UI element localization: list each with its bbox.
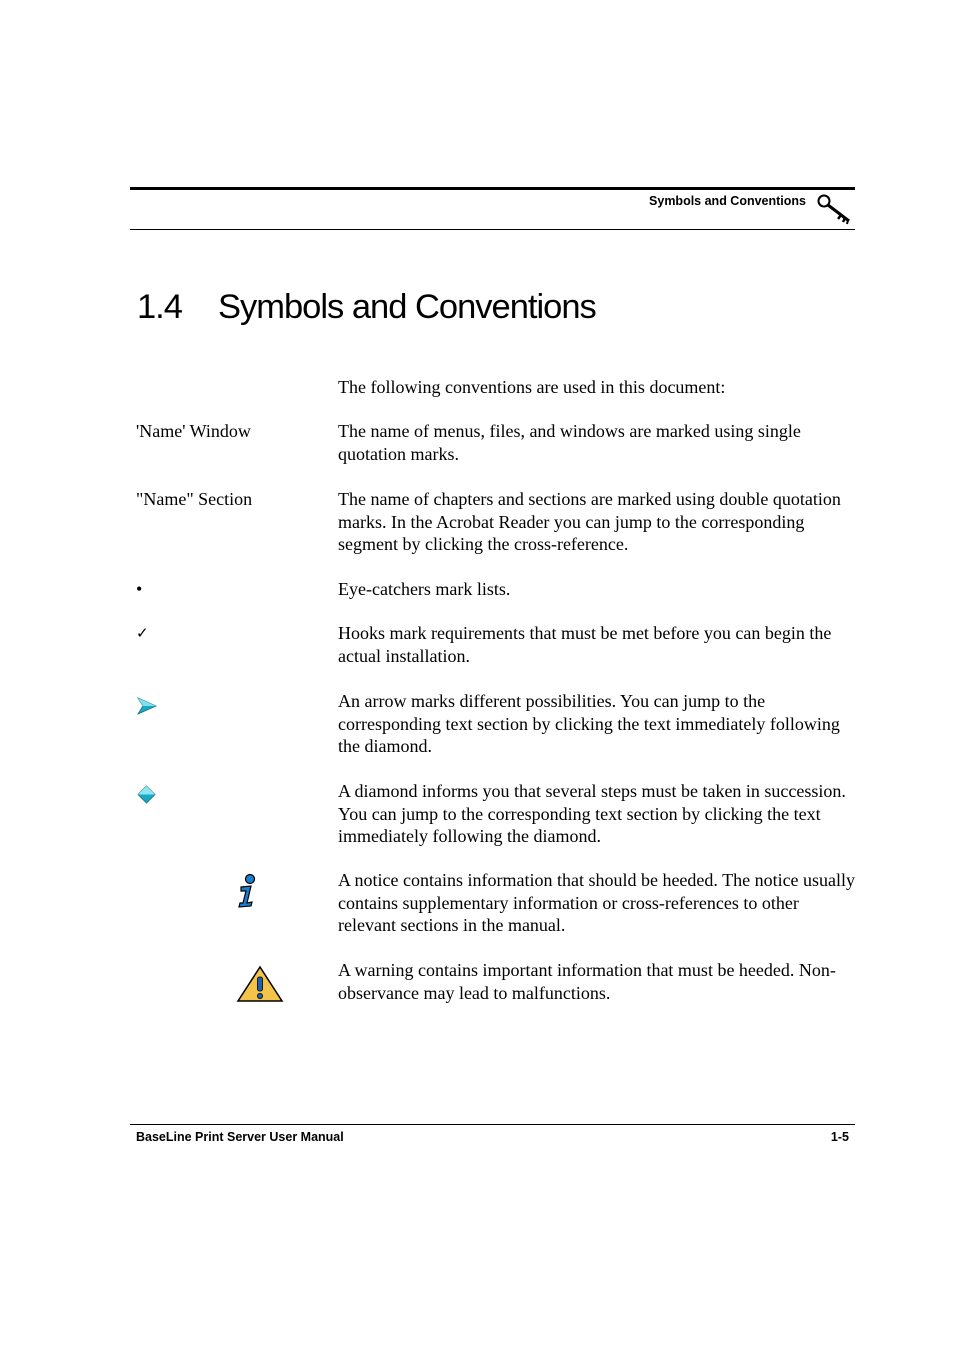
convention-text-check: Hooks mark requirements that must be met before you can begin the actual installation. — [338, 623, 832, 666]
convention-label-section: "Name" Section — [136, 489, 253, 509]
convention-text-warning: A warning contains important information that must be heeded. Non-observance may lead to malfunctions. — [338, 960, 836, 1003]
section-number: 1.4 — [137, 288, 182, 326]
convention-text-bullet: Eye-catchers mark lists. — [338, 579, 511, 599]
convention-text-notice: A notice contains information that should be heeded. The notice usually contains supplementary information or cross-references to other relevant sections in the manual. — [338, 870, 856, 935]
convention-label-window: 'Name' Window — [136, 421, 251, 441]
bullet-symbol: • — [136, 579, 143, 599]
diamond-icon — [137, 785, 156, 804]
convention-text-section: The name of chapters and sections are marked using double quotation marks. In the Acrobat Reader you can jump to the corresponding segment by clicking the cross-reference. — [338, 489, 841, 554]
convention-text-diamond: A diamond informs you that several steps must be taken in succession. You can jump to the corresponding text section by clicking the text immediately following the diamond. — [338, 781, 846, 846]
intro-text: The following conventions are used in this document: — [338, 377, 726, 397]
section-heading — [137, 288, 596, 327]
header-top-rule — [130, 187, 855, 190]
key-icon — [816, 193, 854, 227]
check-icon: ✓ — [136, 624, 149, 642]
header-bottom-rule — [130, 229, 855, 230]
section-title: Symbols and Conventions — [218, 288, 596, 326]
footer-rule — [130, 1124, 855, 1125]
warning-icon — [236, 965, 284, 1003]
footer-page-number: 1-5 — [830, 1130, 849, 1144]
running-header-title: Symbols and Conventions — [649, 194, 806, 208]
convention-text-arrow: An arrow marks different possibilities. You can jump to the corresponding text section by clicking the text immediately following the diamond. — [338, 691, 840, 756]
arrow-icon — [137, 697, 157, 715]
convention-text-window: The name of menus, files, and windows are marked using single quotation marks. — [338, 421, 801, 464]
info-icon — [234, 873, 260, 909]
footer-manual-title: BaseLine Print Server User Manual — [136, 1130, 344, 1144]
